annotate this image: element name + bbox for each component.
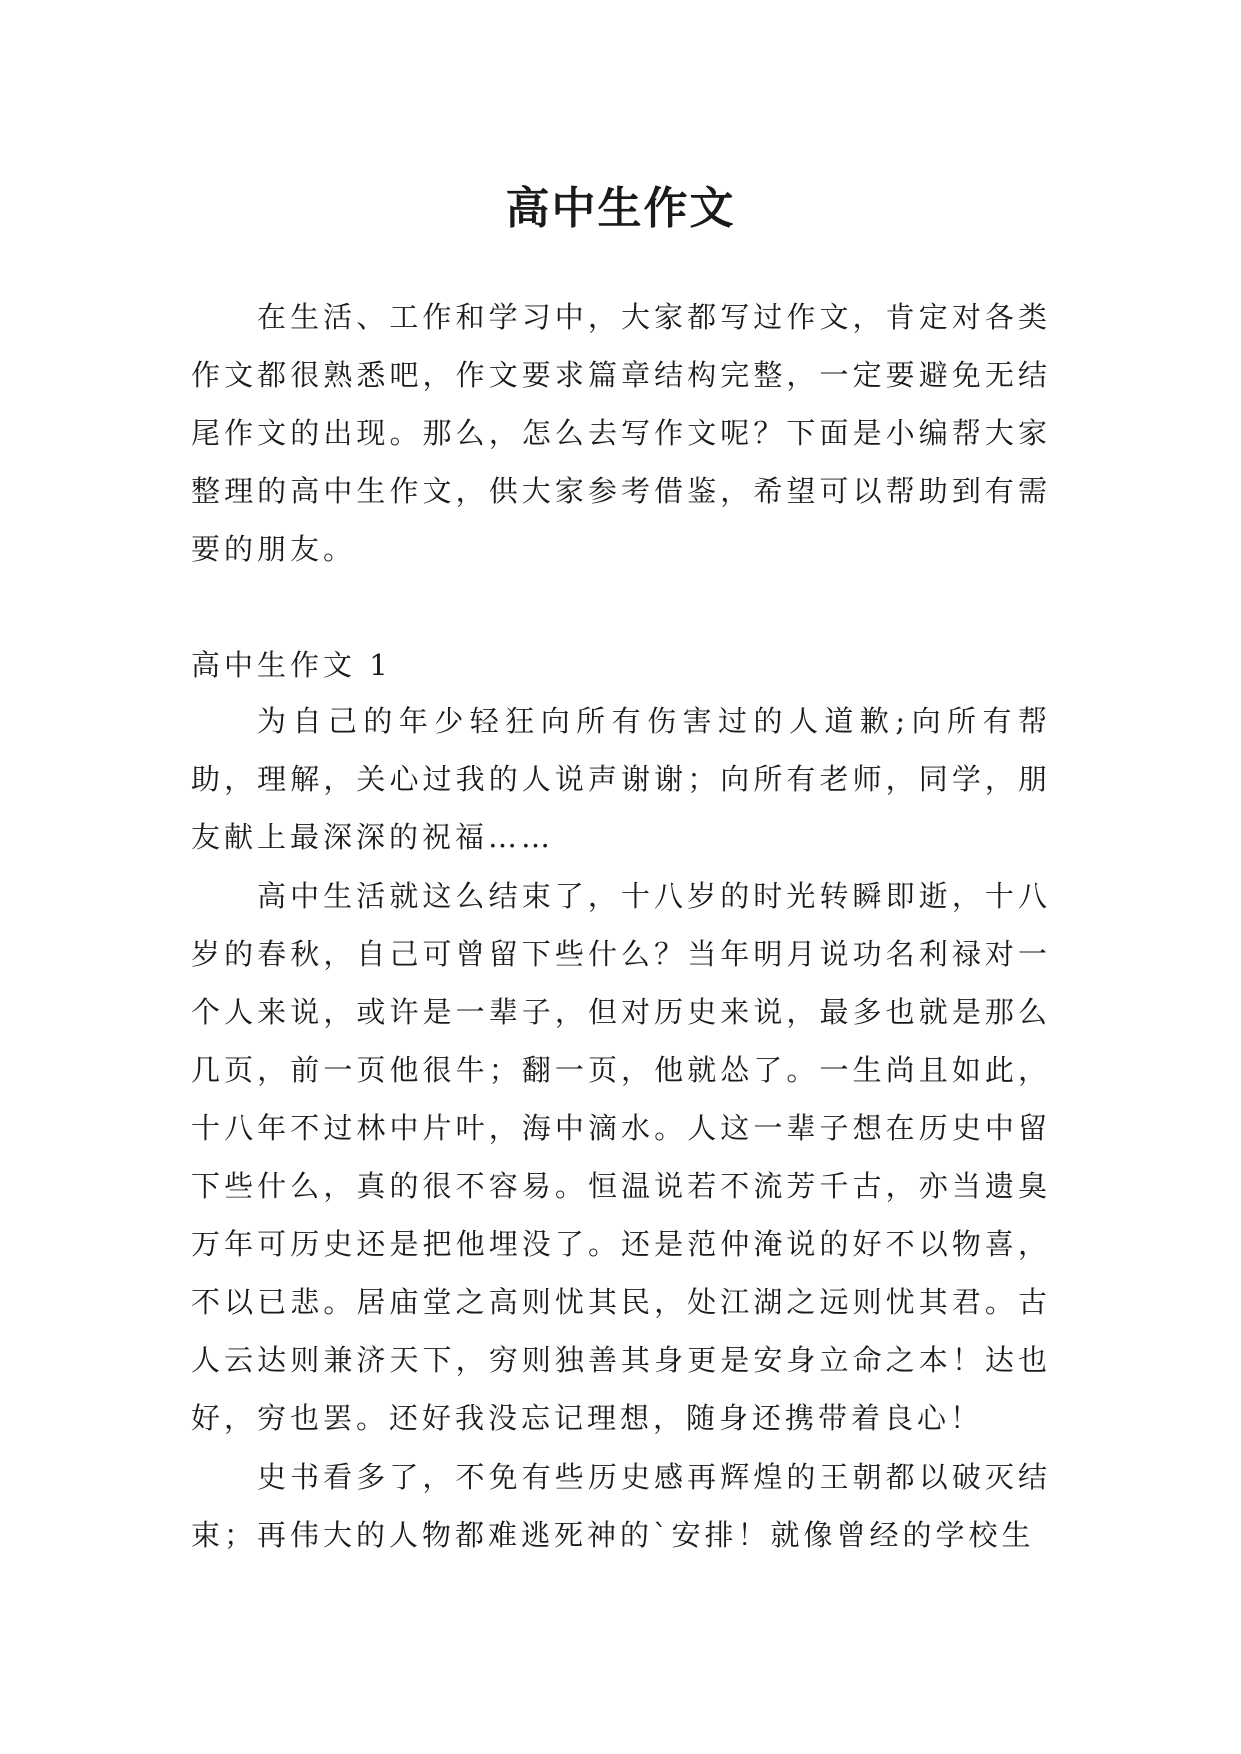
document-title: 高中生作文 [505,183,736,235]
intro-paragraph: 在生活、工作和学习中，大家都写过作文，肯定对各类作文都很熟悉吧，作文要求篇章结构完整，一定要避免无结尾作文的出现。那么，怎么去写作文呢？下面是小编帮大家整理的高中生作文，供大家参考借鉴，希望可以帮助到有需要的朋友。 [191,300,1051,566]
essay-paragraph-3: 史书看多了，不免有些历史感再辉煌的王朝都以破灭结束；再伟大的人物都难逃死神的`安排！就像曾经的学校生 [191,1460,1051,1552]
essay-paragraph-2: 高中生活就这么结束了，十八岁的时光转瞬即逝，十八岁的春秋，自己可曾留下些什么？当年明月说功名利禄对一个人来说，或许是一辈子，但对历史来说，最多也就是那么几页，前一页他很牛；翻一页，他就怂了。一生尚且如此，十八年不过林中片叶，海中滴水。人这一辈子想在历史中留下些什么，真的很不容易。恒温说若不流芳千古，亦当遗臭万年可历史还是把他埋没了。还是范仲淹说的好不以物喜，不以已悲。居庙堂之高则忧其民，处江湖之远则忧其君。古人云达则兼济天下，穷则独善其身更是安身立命之本！达也好，穷也罢。还好我没忘记理想，随身还携带着良心！ [191,879,1051,1435]
section-heading: 高中生作文 1 [191,648,392,682]
essay-paragraph-1: 为自己的年少轻狂向所有伤害过的人道歉;向所有帮助，理解，关心过我的人说声谢谢；向所有老师，同学，朋友献上最深深的祝福…… [191,704,1051,854]
